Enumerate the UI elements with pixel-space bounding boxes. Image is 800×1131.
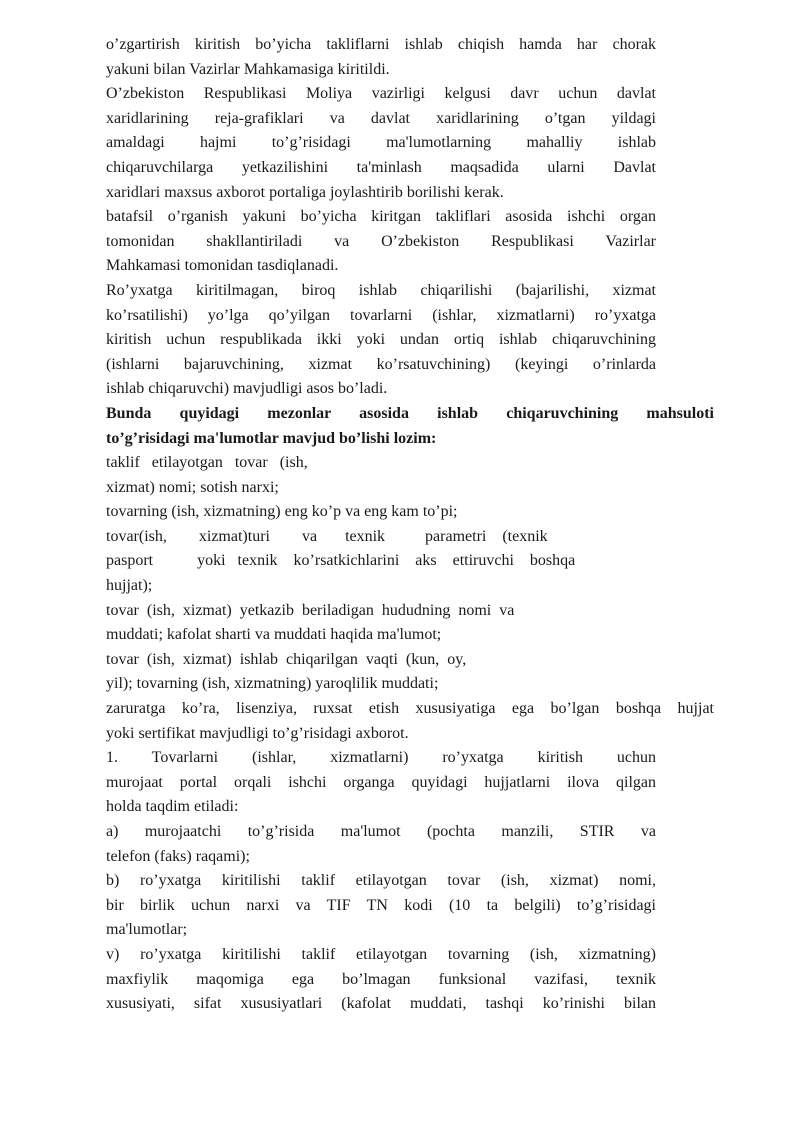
text-line: Bunda quyidagi mezonlar asosida ishlab chiqaruvchining mahsuloti [106,404,714,422]
text-line: holda taqdim etiladi: [106,798,239,816]
text-line: tovar (ish, xizmat) yetkazib beriladigan hududning nomi va [106,601,515,619]
text-line: yoki sertifikat mavjudligi to’g’risidagi axborot. [106,724,409,742]
text-line: o’zgartirish kiritish bo’yicha takliflarni ishlab chiqish hamda har chorak [106,36,656,53]
text-line: xaridlarining reja-grafiklari va davlat xaridlarining o’tgan yildagi [106,109,656,127]
text-line: maxfiylik maqomiga ega bo’lmagan funksional vazifasi, texnik [106,970,656,988]
text-line: ko’rsatilishi) yo’lga qo’yilgan tovarlarni (ishlar, xizmatlarni) ro’yxatga [106,306,656,324]
text-line: tomonidan shakllantiriladi va O’zbekiston Respublikasi Vazirlar [106,232,656,250]
text-line: pasport yoki texnik ko’rsatkichlarini aks ettiruvchi boshqa [106,552,576,570]
text-line: hujjat); [106,577,153,595]
text-line: chiqaruvchilarga yetkazilishini ta'minlash maqsadida ularni Davlat [106,158,656,176]
text-line: tovar(ish, xizmat)turi va texnik parametri (texnik [106,527,548,545]
text-line: yakuni bilan Vazirlar Mahkamasiga kiritildi. [106,60,390,78]
document-body [106,33,714,1017]
text-line: amaldagi hajmi to’g’risidagi ma'lumotlarning mahalliy ishlab [106,134,656,152]
text-line: murojaat portal orqali ishchi organga quyidagi hujjatlarni ilova qilgan [106,773,656,791]
text-line: b) ro’yxatga kiritilishi taklif etilayotgan tovar (ish, xizmat) nomi, [106,872,656,890]
text-line: telefon (faks) raqami); [106,847,250,865]
text-line: O’zbekiston Respublikasi Moliya vazirligi kelgusi davr uchun davlat [106,85,656,103]
text-line: ishlab chiqaruvchi) mavjudligi asos bo’ladi. [106,380,388,398]
text-line: taklif etilayotgan tovar (ish, [106,454,308,472]
text-line: (ishlarni bajaruvchining, xizmat ko’rsatuvchining) (keyingi o’rinlarda [106,355,656,373]
text-line: Ro’yxatga kiritilmagan, biroq ishlab chiqarilishi (bajarilishi, xizmat [106,281,656,299]
text-line: a) murojaatchi to’g’risida ma'lumot (pochta manzili, STIR va [106,823,656,840]
text-line: zaruratga ko’ra, lisenziya, ruxsat etish xususiyatiga ega bo’lgan boshqa hujjat [106,700,714,718]
text-line: tovarning (ish, xizmatning) eng ko’p va eng kam to’pi; [106,503,458,521]
text-line: to’g’risidagi ma'lumotlar mavjud bo’lishi lozim: [106,429,437,447]
text-line: xususiyati, sifat xususiyatlari (kafolat muddati, tashqi ko’rinishi bilan [106,995,656,1013]
text-line: yil); tovarning (ish, xizmatning) yaroqlilik muddati; [106,675,439,693]
text-line: Mahkamasi tomonidan tasdiqlanadi. [106,257,339,275]
text-line: v) ro’yxatga kiritilishi taklif etilayotgan tovarning (ish, xizmatning) [106,945,656,963]
text-line: ma'lumotlar; [106,921,188,939]
text-line: bir birlik uchun narxi va TIF TN kodi (10 ta belgili) to’g’risidagi [106,896,656,914]
text-line: xizmat) nomi; sotish narxi; [106,478,279,496]
text-line: kiritish uchun respublikada ikki yoki undan ortiq ishlab chiqaruvchining [106,331,656,349]
text-line: tovar (ish, xizmat) ishlab chiqarilgan vaqti (kun, oy, [106,650,467,668]
text-line: 1. Tovarlarni (ishlar, xizmatlarni) ro’yxatga kiritish uchun [106,749,656,767]
text-line: xaridlari maxsus axborot portaliga joylashtirib borilishi kerak. [106,183,504,201]
text-line: muddati; kafolat sharti va muddati haqida ma'lumot; [106,626,442,644]
text-line: batafsil o’rganish yakuni bo’yicha kiritgan takliflari asosida ishchi organ [106,208,656,226]
